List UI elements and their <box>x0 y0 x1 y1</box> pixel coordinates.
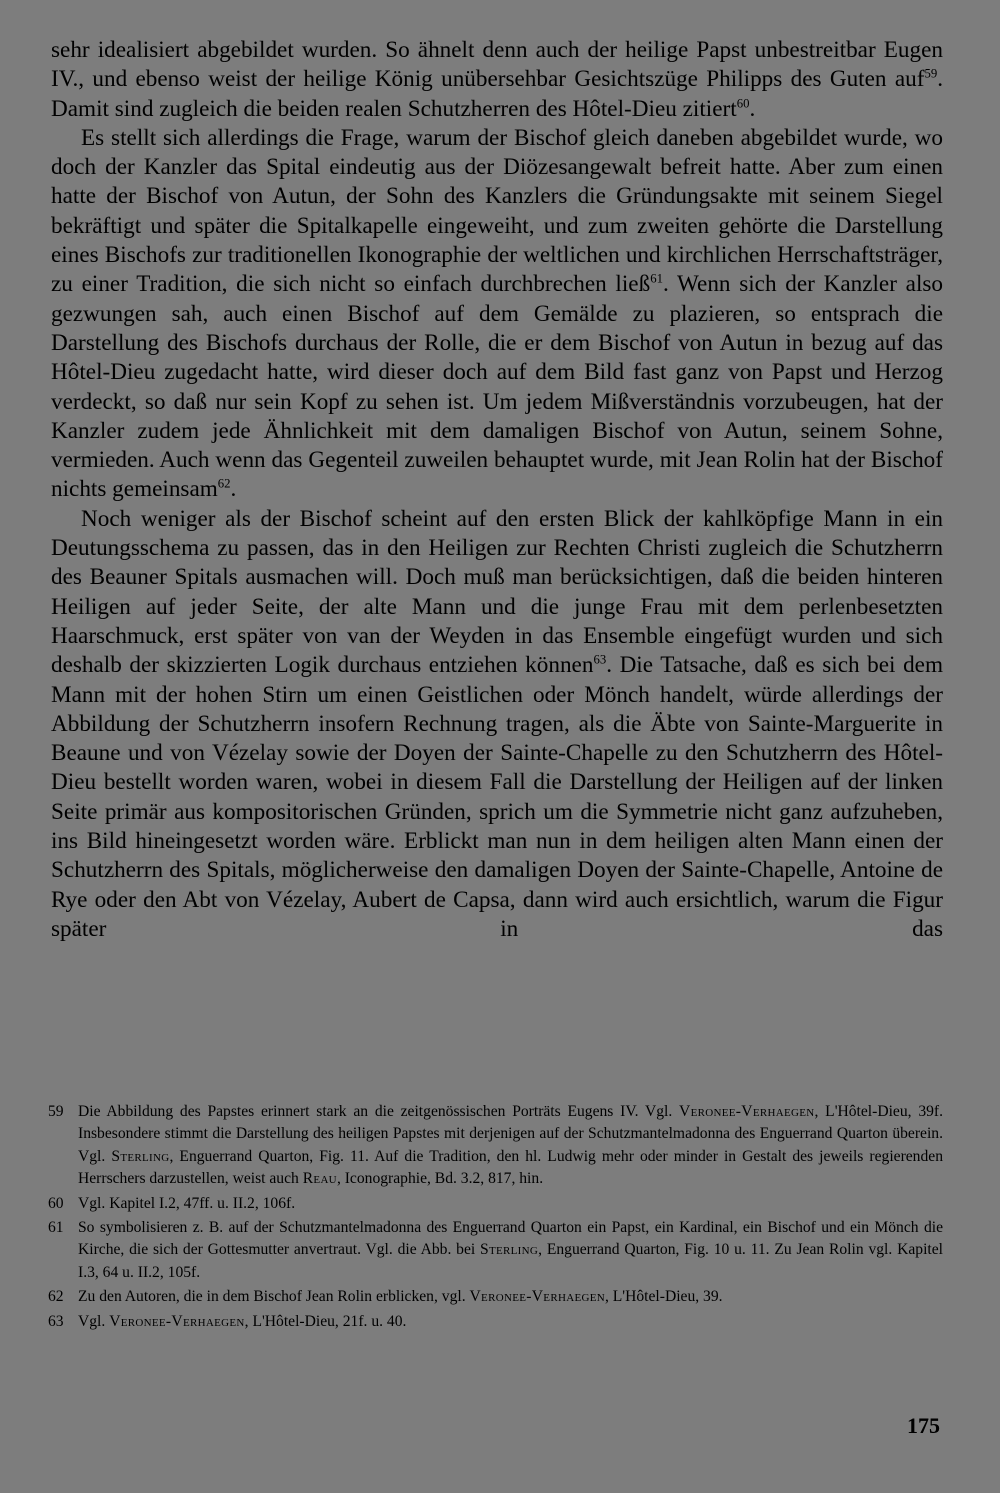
text-run: Vgl. <box>78 1312 110 1330</box>
author-name: Reau <box>302 1170 337 1188</box>
footnote <box>48 1311 943 1333</box>
text-run: . <box>749 95 756 122</box>
paragraph <box>51 505 943 944</box>
footnote-reference: 59 <box>924 66 938 81</box>
text-run: . Die Tatsache, daß es sich bei dem Mann mit der hohen Stirn um einen Geistlichen oder Mönch handelt, würde allerdings der Abbildung der Schutzherrn insofern Rechnung tragen, als die Äbte von Sainte-Marguerite in Beaune und von Vézelay sowie der Doyen der Sainte-Chapelle zu den Schutzherrn des Hôtel-Dieu bestellt worden waren, wobei in diesem Fall die Darstellung der Heiligen auf der linken Seite primär aus kompositorischen Gründen, sprich um die Symmetrie nicht ganz aufzuheben, ins Bild hineingesetzt worden wäre. Erblickt man nun in dem heiligen alten Mann einen der Schutzherrn des Spitals, möglicherweise den damaligen Doyen der Sainte-Chapelle, Antoine de Rye oder den Abt von Vézelay, Aubert de Capsa, dann wird auch ersichtlich, warum die Figur später in das <box>51 652 943 942</box>
text-run: . Damit sind zugleich die beiden realen Schutzherren des Hôtel-Dieu zitiert <box>51 66 943 122</box>
footnote-number: 59 <box>48 1103 64 1120</box>
footnote <box>48 1217 943 1284</box>
text-run: Es stellt sich allerdings die Frage, warum der Bischof gleich daneben abgebildet wurde, wo doch der Kanzler das Spital eindeutig aus der Diözesangewalt befreit hatte. Aber zum einen hatte der Bischof von Autun, der Sohn des Kanzlers die Gründungsakte mit seinem Siegel bekräftigt und später die Spitalkapelle eingeweiht, und zum zweiten gehörte die Darstellung eines Bischofs zur traditionellen Ikonographie der weltlichen und kirchlichen Herrschaftsträger, zu einer Tradition, die sich nicht so einfach durchbrechen ließ <box>51 124 943 298</box>
text-run: . Wenn sich der Kanzler also gezwungen sah, auch einen Bischof auf dem Gemälde zu plazieren, so entsprach die Darstellung des Bischofs durchaus der Rolle, die er dem Bischof von Autun in bezug auf das Hôtel-Dieu zugedacht hatte, wird dieser doch auf dem Bild fast ganz von Papst und Herzog verdeckt, so daß nur sein Kopf zu sehen ist. Um jedem Mißverständnis vorzubeugen, hat der Kanzler zudem jede Ähnlichkeit mit dem damaligen Bischof von Autun, seinem Sohne, vermieden. Auch wenn das Gegenteil zuweilen behauptet wurde, mit Jean Rolin hat der Bischof nichts gemeinsam <box>51 271 943 503</box>
author-name: Veronee-Verhaegen <box>679 1103 815 1120</box>
footnote-number: 60 <box>48 1194 64 1212</box>
footnote-number: 63 <box>48 1312 64 1330</box>
footnote-reference: 60 <box>736 95 750 110</box>
text-run: Die Abbildung des Papstes erinnert stark an die zeitgenössischen Porträts Eugens IV. Vgl. <box>78 1103 680 1120</box>
author-name: Veronee-Verhaegen <box>109 1312 245 1330</box>
footnote-number: 62 <box>48 1288 64 1306</box>
text-run: sehr idealisiert abgebildet wurden. So ähnelt denn auch der heilige Papst unbestreitbar Eugen IV., und ebenso weist der heilige König unübersehbar Gesichtszüge Philipps des Guten auf <box>51 37 943 93</box>
text-run: , L'Hôtel-Dieu, 39f. Insbesondere stimmt die Darstellung des heiligen Papstes mit derjenigen auf der Schutzmantelmadonna des Enguerrand Quarton überein. Vgl. <box>78 1103 944 1165</box>
text-run: , Iconographie, Bd. 3.2, 817, hin. <box>336 1170 544 1188</box>
page-number: 175 <box>907 1413 940 1438</box>
paragraph <box>51 124 943 505</box>
paragraph <box>51 36 943 124</box>
text-run: , L'Hôtel-Dieu, 21f. u. 40. <box>244 1312 407 1330</box>
footnote <box>48 1101 943 1191</box>
footnote <box>48 1286 943 1308</box>
author-name: Veronee-Verhaegen <box>469 1288 605 1306</box>
footnote <box>48 1193 943 1215</box>
text-run: Zu den Autoren, die in dem Bischof Jean Rolin erblicken, vgl. <box>78 1288 470 1306</box>
footnote-reference: 62 <box>217 476 231 491</box>
text-run: . <box>230 476 237 503</box>
text-run: , Enguerrand Quarton, Fig. 11. Auf die Tradition, den hl. Ludwig mehr oder minder in Gestalt des jeweils regierenden Herrschers darzustellen, weist auch <box>78 1147 943 1188</box>
author-name: Sterling <box>480 1241 539 1259</box>
footnote-reference: 61 <box>650 271 663 286</box>
text-run: So symbolisieren z. B. auf der Schutzmantelmadonna des Enguerrand Quarton ein Papst, ein Kardinal, ein Bischof und ein Mönch die Kirche, die sich der Gottesmutter anvertraut. Vgl. die Abb. bei <box>78 1219 943 1259</box>
text-run: , L'Hôtel-Dieu, 39. <box>604 1288 723 1306</box>
footnote-reference: 63 <box>593 652 607 667</box>
footnotes <box>48 1101 943 1335</box>
main-text <box>51 36 943 944</box>
footnote-number: 61 <box>48 1219 64 1237</box>
author-name: Sterling <box>111 1147 170 1165</box>
text-run: Vgl. Kapitel I.2, 47ff. u. II.2, 106f. <box>78 1194 296 1212</box>
text-run: , Enguerrand Quarton, Fig. 10 u. 11. Zu Jean Rolin vgl. Kapitel I.3, 64 u. II.2, 105f. <box>78 1241 943 1281</box>
text-run: Noch weniger als der Bischof scheint auf den ersten Blick der kahlköpfige Mann in ein Deutungsschema zu passen, das in den Heiligen zur Rechten Christi zugleich die Schutzherrn des Beauner Spitals ausmachen will. Doch muß man berücksichtigen, daß die beiden hinteren Heiligen auf jeder Seite, der alte Mann und die junge Frau mit dem perlenbesetzten Haarschmuck, erst später von van der Weyden in das Ensemble eingefügt wurden und sich deshalb der skizzierten Logik durchaus entziehen können <box>51 505 943 679</box>
